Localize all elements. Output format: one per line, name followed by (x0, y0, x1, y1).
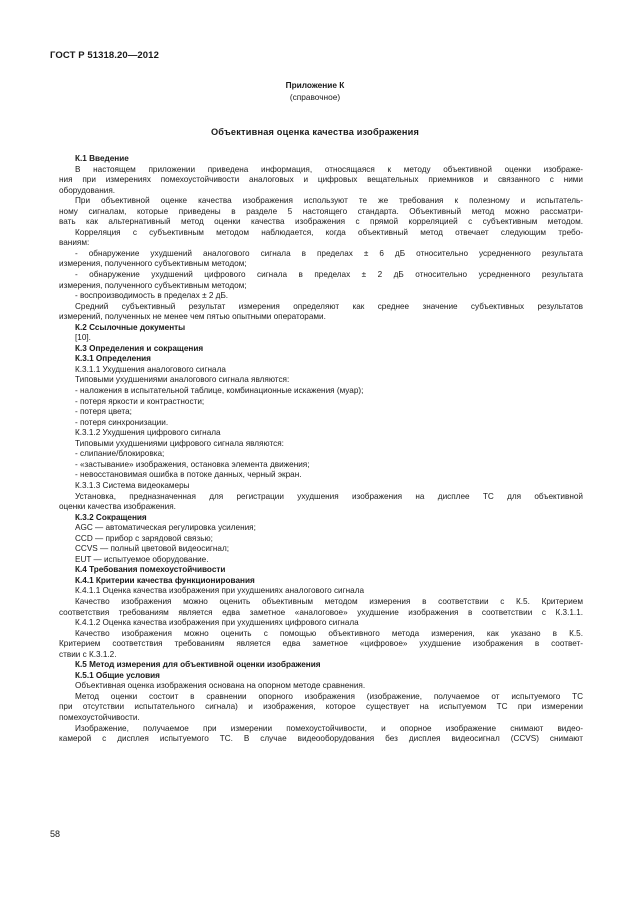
text-line: - обнаружение ухудшений цифрового сигнала в пределах ± 2 дБ относительно усредненного результата (75, 270, 583, 280)
text-line: Установка, предназначенная для регистрации ухудшения изображения на дисплее ТС для объективной (75, 491, 583, 501)
text-line: - потеря цвета; (75, 407, 132, 417)
text-line: Типовыми ухудшениями аналогового сигнала являются: (75, 375, 290, 385)
text-line: помехоустойчивости. (59, 712, 140, 722)
document-body (59, 154, 583, 745)
text-line: измерения, полученного субъективным методом; (59, 280, 247, 290)
text-line: - воспроизводимость в пределах ± 2 дБ. (75, 291, 229, 301)
text-line: ваниям: (59, 238, 90, 248)
section-heading: К.4 Требования помехоустойчивости (75, 565, 226, 575)
text-line: [10]. (75, 333, 91, 343)
text-line: камерой с дисплея испытуемого ТС. В случае видеооборудования без дисплея видеосигнал (CCVS) снимают (59, 734, 583, 744)
text-line: измерения, полученного субъективным методом; (59, 259, 247, 269)
section-heading: К.5.1 Общие условия (75, 670, 160, 680)
text-line: оборудования. (59, 185, 116, 195)
text-line: при отсутствии испытательного сигнала) и изображения, которое существует на испытуемом ТС при измерении (59, 702, 583, 712)
text-line: К.3.1.2 Ухудшения цифрового сигнала (75, 428, 221, 438)
text-line: - потеря яркости и контрастности; (75, 396, 205, 406)
section-heading: К.3.2 Сокращения (75, 512, 147, 522)
text-line: - слипание/блокировка; (75, 449, 165, 459)
text-line: К.4.1.2 Оценка качества изображения при ухудшениях цифрового сигнала (75, 618, 359, 628)
text-line: Изображение, получаемое при измерении помехоустойчивости, и опорное изображение снимают видео- (75, 723, 583, 733)
text-line: AGC — автоматическая регулировка усиления; (75, 523, 256, 533)
section-heading: К.2 Ссылочные документы (75, 322, 186, 332)
text-line: К.3.1.3 Система видеокамеры (75, 480, 190, 490)
text-line: Корреляция с субъективным методом наблюдается, когда объективный метод отвечает следующим требо- (75, 227, 583, 237)
text-line: - обнаружение ухудшений аналогового сигнала в пределах ± 6 дБ относительно усредненного результата (75, 248, 583, 258)
text-line: - потеря синхронизации. (75, 417, 169, 427)
text-line: CCD — прибор с зарядовой связью; (75, 533, 213, 543)
text-line: Качество изображения можно оценить с помощью объективного метода измерения, как указано в К.5. (75, 628, 583, 638)
section-heading: К.5 Метод измерения для объективной оценки изображения (75, 660, 321, 670)
text-line: - невосстановимая ошибка в потоке данных, черный экран. (75, 470, 302, 480)
section-heading: К.3 Определения и сокращения (75, 343, 204, 353)
text-line: измерений, полученных не менее чем пятью опытными операторами. (59, 312, 326, 322)
text-line: Качество изображения можно оценить объективным методом измерения в соответствии с К.5. Критерием (75, 596, 583, 606)
appendix-label: Приложение К (285, 80, 345, 90)
text-line: В настоящем приложении приведена информация, относящаяся к методу объективной оценки изображе- (75, 164, 583, 174)
text-line: Средний субъективный результат измерения определяют как среднее значение субъективных результатов (75, 301, 583, 311)
text-line: - наложения в испытательной таблице, комбинационные искажения (муар); (75, 386, 364, 396)
text-line: EUT — испытуемое оборудование. (75, 554, 209, 564)
text-line: ния при измерениях помехоустойчивости аналоговых и цифровых вещательных приемников и связанного с ними (59, 175, 583, 185)
text-line: Объективная оценка изображения основана на опорном методе сравнения. (75, 681, 366, 691)
page-number: 58 (50, 829, 61, 839)
section-heading: К.1 Введение (75, 154, 129, 163)
text-line: Типовыми ухудшениями цифрового сигнала являются: (75, 438, 284, 448)
text-line: ствии с К.3.1.2. (59, 649, 117, 659)
text-line: CCVS — полный цветовой видеосигнал; (75, 544, 230, 554)
text-line: оценки качества изображения. (59, 502, 176, 512)
appendix-type: (справочное) (289, 92, 341, 102)
text-line: соответствия требованиям является едва заметное «аналоговое» ухудшение изображения в соответствии с К.3.1.1. (59, 607, 583, 617)
text-line: К.3.1.1 Ухудшения аналогового сигнала (75, 364, 226, 374)
text-line: - «застывание» изображения, остановка элемента движения; (75, 459, 310, 469)
text-line: К.4.1.1 Оценка качества изображения при ухудшениях аналогового сигнала (75, 586, 365, 596)
section-heading: К.4.1 Критерии качества функционирования (75, 575, 255, 585)
text-line: При объективной оценке качества изображения используют те же требования к полезному и испытатель- (75, 196, 583, 206)
text-line: вать как альтернативный метод оценки качества изображения с прямой корреляцией с субъективным методом. (59, 217, 583, 227)
text-line: ному сигналам, которые приведены в разделе 5 настоящего стандарта. Объективный метод можно рассматри- (59, 206, 583, 216)
section-heading: К.3.1 Определения (75, 354, 151, 364)
text-line: Метод оценки состоит в сравнении опорного изображения (изображение, получаемое от испытуемого ТС (75, 691, 583, 701)
text-line: Критерием соответствия требованиям является едва заметное «цифровое» ухудшение изображения в соответ- (59, 639, 583, 649)
document-header: ГОСТ Р 51318.20—2012 (50, 50, 159, 61)
appendix-title: Объективная оценка качества изображения (210, 127, 420, 137)
